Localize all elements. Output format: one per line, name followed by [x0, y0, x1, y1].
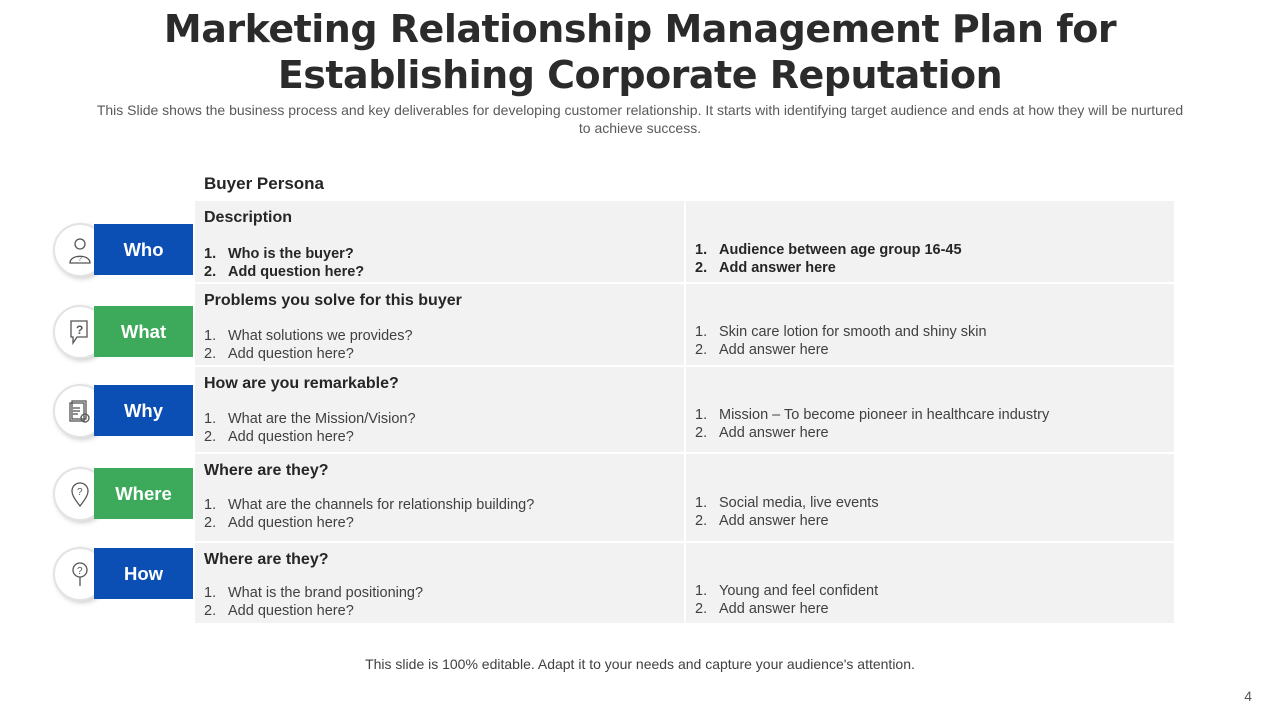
svg-text:?: ? [83, 417, 87, 423]
tab-where[interactable]: Where [94, 468, 193, 519]
slide-title: Marketing Relationship Management Plan for Establishing Corporate Reputation [163, 7, 1117, 97]
question-cell [195, 201, 684, 282]
question-cell [195, 454, 684, 541]
row-heading: How are you remarkable? [204, 375, 399, 392]
list-item: 2. Add question here? [204, 603, 354, 619]
answer-list [695, 494, 879, 530]
list-item: 1. Audience between age group 16-45 [695, 242, 962, 258]
answer-list [695, 241, 962, 277]
question-cell [195, 543, 684, 623]
answer-cell [684, 454, 1173, 541]
page-number: 4 [1244, 688, 1252, 704]
row-heading: Description [204, 209, 293, 226]
tab-why[interactable]: Why [94, 385, 193, 436]
list-item: 1. Social media, live events [695, 495, 879, 511]
list-item: 2. Add question here? [204, 515, 354, 531]
list-item: 1. Skin care lotion for smooth and shiny skin [695, 324, 987, 340]
answer-cell [684, 284, 1173, 365]
list-item: 1. What solutions we provides? [204, 328, 413, 344]
row-heading: Problems you solve for this buyer [204, 292, 462, 309]
tab-how[interactable]: How [94, 548, 193, 599]
svg-text:?: ? [77, 487, 83, 498]
table-row [195, 543, 1174, 623]
question-list [204, 410, 416, 446]
list-item: 2. Add answer here [695, 425, 829, 441]
svg-text:?: ? [78, 256, 82, 263]
list-item: 2. Add answer here [695, 601, 829, 617]
answer-cell [684, 367, 1173, 452]
list-item: 1. Young and feel confident [695, 583, 879, 599]
table-row [195, 201, 1174, 284]
list-item: 2. Add question here? [204, 264, 365, 280]
svg-text:?: ? [76, 323, 84, 337]
answer-list [695, 406, 1049, 442]
buyer-persona-table [195, 201, 1174, 623]
list-item: 1. What is the brand positioning? [204, 585, 424, 601]
answer-list [695, 582, 878, 618]
list-item: 2. Add question here? [204, 429, 354, 445]
row-heading: Where are they? [204, 551, 329, 568]
answer-cell [684, 201, 1173, 282]
table-row [195, 367, 1174, 454]
table-row [195, 454, 1174, 543]
list-item: 1. What are the channels for relationship building? [204, 497, 535, 513]
list-item: 1. What are the Mission/Vision? [204, 411, 416, 427]
question-list [204, 327, 413, 363]
list-item: 1. Mission – To become pioneer in healthcare industry [695, 407, 1050, 423]
table-heading: Buyer Persona [204, 174, 324, 193]
list-item: 1. Who is the buyer? [204, 246, 354, 262]
list-item: 2. Add question here? [204, 346, 354, 362]
svg-text:?: ? [77, 566, 83, 577]
question-list [204, 584, 423, 620]
answer-list [695, 323, 987, 359]
question-list [204, 245, 364, 281]
tab-who[interactable]: Who [94, 224, 193, 275]
row-heading: Where are they? [204, 462, 329, 479]
question-cell [195, 367, 684, 452]
table-row [195, 284, 1174, 367]
question-cell [195, 284, 684, 365]
question-list [204, 496, 534, 532]
list-item: 2. Add answer here [695, 260, 836, 276]
list-item: 2. Add answer here [695, 342, 829, 358]
list-item: 2. Add answer here [695, 513, 829, 529]
footer-note: This slide is 100% editable. Adapt it to your needs and capture your audience's attention. [365, 656, 915, 672]
slide-subtitle: This Slide shows the business process and key deliverables for developing customer relationship. It starts with identifying target audience and ends at how they will be nurtured to achieve success. [96, 102, 1184, 136]
answer-cell [684, 543, 1173, 623]
tab-what[interactable]: What [94, 306, 193, 357]
